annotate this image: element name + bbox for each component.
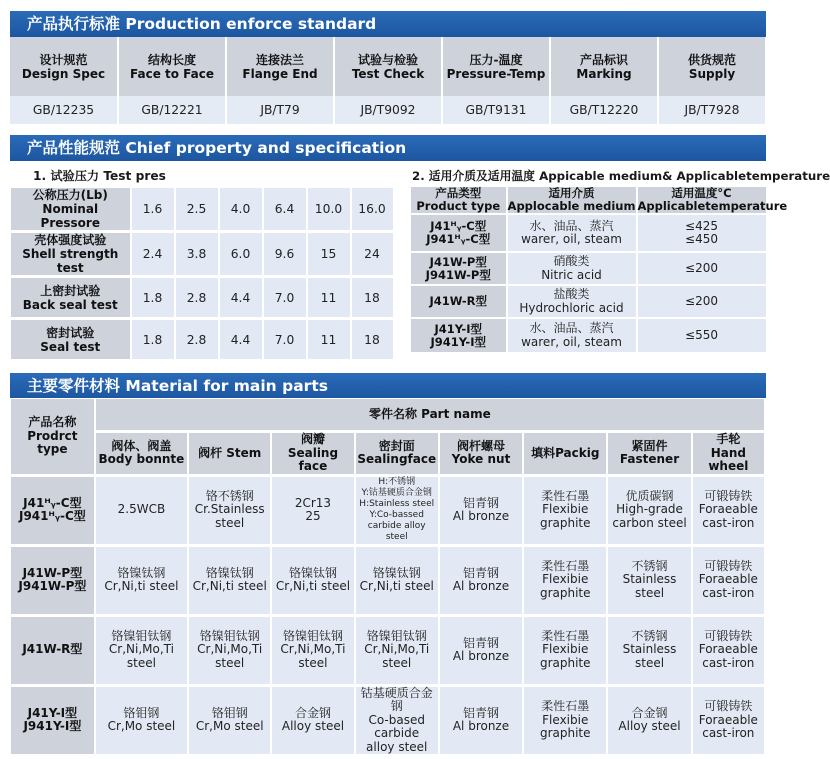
section-header-material: 主要零件材料 Material for main parts: [10, 373, 766, 399]
seal-material: 钴基硬质合金钢 Co-based carbide alloy steel: [355, 685, 439, 756]
product-type: J41W-P型 J941W-P型: [411, 252, 507, 285]
disc-material: 铬镍钼钛钢 Cr,Ni,Mo,Ti steel: [271, 615, 354, 685]
part-column-header: 阀杆 Stem: [188, 432, 271, 476]
fastener-material: 不锈钢 Stainless steel: [607, 615, 691, 685]
seal-material: 铬镍钛钢 Cr,Ni,ti steel: [355, 545, 439, 615]
yoke-material: 铝青钢 Al bronze: [439, 615, 523, 685]
pressure-value: 11: [307, 277, 351, 319]
test-pressure-table: [10, 187, 395, 362]
temperature-value: ≤200: [637, 252, 767, 285]
pressure-value: 4.0: [219, 188, 263, 232]
wheel-material: 可锻铸铁 Foraeable cast-iron: [692, 545, 765, 615]
disc-material: 合金钢 Alloy steel: [271, 685, 354, 756]
medium-header-cell: 产品类型 Product type: [411, 187, 507, 215]
standard-header-cell: 连接法兰 Flange End: [226, 37, 334, 96]
test-pressure-row: [11, 232, 394, 277]
part-column-header: 手轮 Hand wheel: [692, 432, 765, 476]
medium-value: 硝酸类 Nitric acid: [507, 252, 637, 285]
standard-header-cell: 试验与检验 Test Check: [334, 37, 442, 96]
standard-header-cell: 压力-温度 Pressure-Temp: [442, 37, 550, 96]
material-row: [11, 475, 766, 545]
material-column-row: [11, 432, 766, 476]
body-material: 铬钼钢 Cr,Mo steel: [95, 685, 188, 756]
seal-material: 铬镍钼钛钢 Cr,Ni,Mo,Ti steel: [355, 615, 439, 685]
row-label: 上密封试验 Back seal test: [11, 277, 131, 319]
medium-row: [411, 285, 767, 318]
standard-value: JB/T79: [226, 96, 334, 124]
part-column-header: 阀杆螺母 Yoke nut: [439, 432, 523, 476]
part-column-header: 阀瓣 Sealing face: [271, 432, 354, 476]
row-label: 密封试验 Seal test: [11, 319, 131, 361]
fastener-material: 优质碳钢 High-grade carbon steel: [607, 475, 691, 545]
standard-header-cell: 设计规范 Design Spec: [10, 37, 118, 96]
material-row: [11, 615, 766, 685]
material-header-row: [11, 399, 766, 432]
body-material: 铬镍钼钛钢 Cr,Ni,Mo,Ti steel: [95, 615, 188, 685]
material-row: [11, 545, 766, 615]
disc-material: 铬镍钛钢 Cr,Ni,ti steel: [271, 545, 354, 615]
medium-value: 盐酸类 Hydrochloric acid: [507, 285, 637, 318]
pressure-value: 2.8: [175, 319, 219, 361]
yoke-material: 铝青钢 Al bronze: [439, 685, 523, 756]
packing-material: 柔性石墨 Flexibie graphite: [523, 685, 607, 756]
part-column-header: 阀体、阀盖 Body bonnte: [95, 432, 188, 476]
product-name: J41W-P型 J941W-P型: [11, 545, 95, 615]
medium-row: [411, 214, 767, 252]
product-name: J41W-R型: [11, 615, 95, 685]
medium-table: [410, 186, 788, 354]
part-column-header: 紧固件 Fastener: [607, 432, 691, 476]
part-column-header: 填料Packig: [523, 432, 607, 476]
test-pressure-row: [11, 188, 394, 232]
standard-value: GB/T12220: [550, 96, 658, 124]
pressure-value: 18: [351, 277, 394, 319]
pressure-value: 11: [307, 319, 351, 361]
standard-value: GB/12221: [118, 96, 226, 124]
pressure-value: 2.8: [175, 277, 219, 319]
pressure-value: 1.8: [131, 319, 175, 361]
pressure-value: 1.6: [131, 188, 175, 232]
pressure-value: 4.4: [219, 319, 263, 361]
pressure-value: 24: [351, 232, 394, 277]
test-pressure-row: [11, 319, 394, 361]
row-label: 公称压力(Lb) Nominal Pressore: [11, 188, 131, 232]
medium-value: 水、油品、蒸汽 warer, oil, steam: [507, 214, 637, 252]
pressure-value: 10.0: [307, 188, 351, 232]
stem-material: 铬钼钢 Cr,Mo steel: [188, 685, 271, 756]
product-type: J41ᴴᵧ-C型 J941ᴴᵧ-C型: [411, 214, 507, 252]
product-type: J41W-R型: [411, 285, 507, 318]
standard-header-cell: 结构长度 Face to Face: [118, 37, 226, 96]
pressure-value: 7.0: [263, 277, 307, 319]
medium-header-cell: 适用介质 Applocable medium: [507, 186, 636, 213]
pressure-value: 2.5: [175, 188, 219, 232]
temperature-value: ≤200: [637, 285, 767, 318]
pressure-value: 6.0: [219, 232, 263, 277]
material-table: [10, 398, 766, 757]
material-row: [11, 685, 766, 756]
fastener-material: 合金钢 Alloy steel: [607, 685, 691, 756]
pressure-value: 6.4: [263, 188, 307, 232]
medium-row: [411, 318, 767, 353]
medium-value: 水、油品、蒸汽 warer, oil, steam: [507, 318, 637, 353]
standard-value: GB/12235: [10, 96, 118, 124]
pressure-value: 16.0: [351, 188, 394, 232]
pressure-value: 18: [351, 319, 394, 361]
temperature-value: ≤550: [637, 318, 767, 353]
packing-material: 柔性石墨 Flexibie graphite: [523, 475, 607, 545]
standard-value: GB/T9131: [442, 96, 550, 124]
pressure-value: 4.4: [219, 277, 263, 319]
product-name: J41Y-I型 J941Y-I型: [11, 685, 95, 756]
disc-material: 2Cr13 25: [271, 475, 354, 545]
packing-material: 柔性石墨 Flexibie graphite: [523, 615, 607, 685]
pressure-value: 3.8: [175, 232, 219, 277]
standard-value-row: [10, 96, 766, 124]
wheel-material: 可锻铸铁 Foraeable cast-iron: [692, 475, 765, 545]
body-material: 铬镍钛钢 Cr,Ni,ti steel: [95, 545, 188, 615]
test-pressure-subtitle: 1. 试验压力 Test pres: [33, 169, 166, 183]
wheel-material: 可锻铸铁 Foraeable cast-iron: [692, 615, 765, 685]
part-name-header: 零件名称 Part name: [95, 399, 765, 432]
pressure-value: 15: [307, 232, 351, 277]
temperature-value: ≤425 ≤450: [637, 214, 767, 252]
standard-value: JB/T9092: [334, 96, 442, 124]
standard-header-row: [10, 37, 766, 96]
section-header-production-standard: 产品执行标准 Production enforce standard: [10, 11, 766, 37]
stem-material: 铬镍钼钛钢 Cr,Ni,Mo,Ti steel: [188, 615, 271, 685]
pressure-value: 7.0: [263, 319, 307, 361]
part-column-header: 密封面 Sealingface: [355, 432, 439, 476]
wheel-material: 可锻铸铁 Foraeable cast-iron: [692, 685, 765, 756]
medium-header-cell: 适用温度°C Applicabletemperature: [637, 186, 788, 213]
medium-header-row: [411, 187, 767, 215]
pressure-value: 2.4: [131, 232, 175, 277]
test-pressure-row: [11, 277, 394, 319]
production-standard-table: [10, 37, 767, 124]
product-type: J41Y-I型 J941Y-I型: [411, 318, 507, 353]
row-label: 壳体强度试验 Shell strength test: [11, 232, 131, 277]
product-name-header: 产品名称 Prodrct type: [11, 399, 95, 476]
packing-material: 柔性石墨 Flexibie graphite: [523, 545, 607, 615]
pressure-value: 1.8: [131, 277, 175, 319]
standard-value: JB/T7928: [658, 96, 766, 124]
medium-row: [411, 252, 767, 285]
product-name: J41ᴴᵧ-C型 J941ᴴᵧ-C型: [11, 475, 95, 545]
standard-header-cell: 供货规范 Supply: [658, 37, 766, 96]
standard-header-cell: 产品标识 Marking: [550, 37, 658, 96]
stem-material: 铬镍钛钢 Cr,Ni,ti steel: [188, 545, 271, 615]
fastener-material: 不锈钢 Stainless steel: [607, 545, 691, 615]
yoke-material: 铝青钢 Al bronze: [439, 475, 523, 545]
yoke-material: 铝青钢 Al bronze: [439, 545, 523, 615]
pressure-value: 9.6: [263, 232, 307, 277]
section-header-chief-property: 产品性能规范 Chief property and specification: [10, 135, 766, 161]
seal-material: H:不锈钢 Y:钴基硬质合金钢 H:Stainless steel Y:Co-bassed carbide alloy steel: [355, 475, 439, 545]
stem-material: 铬不锈钢 Cr.Stainless steel: [188, 475, 271, 545]
body-material: 2.5WCB: [95, 475, 188, 545]
medium-subtitle: 2. 适用介质及适用温度 Appicable medium& Applicabletemperature: [412, 169, 830, 183]
